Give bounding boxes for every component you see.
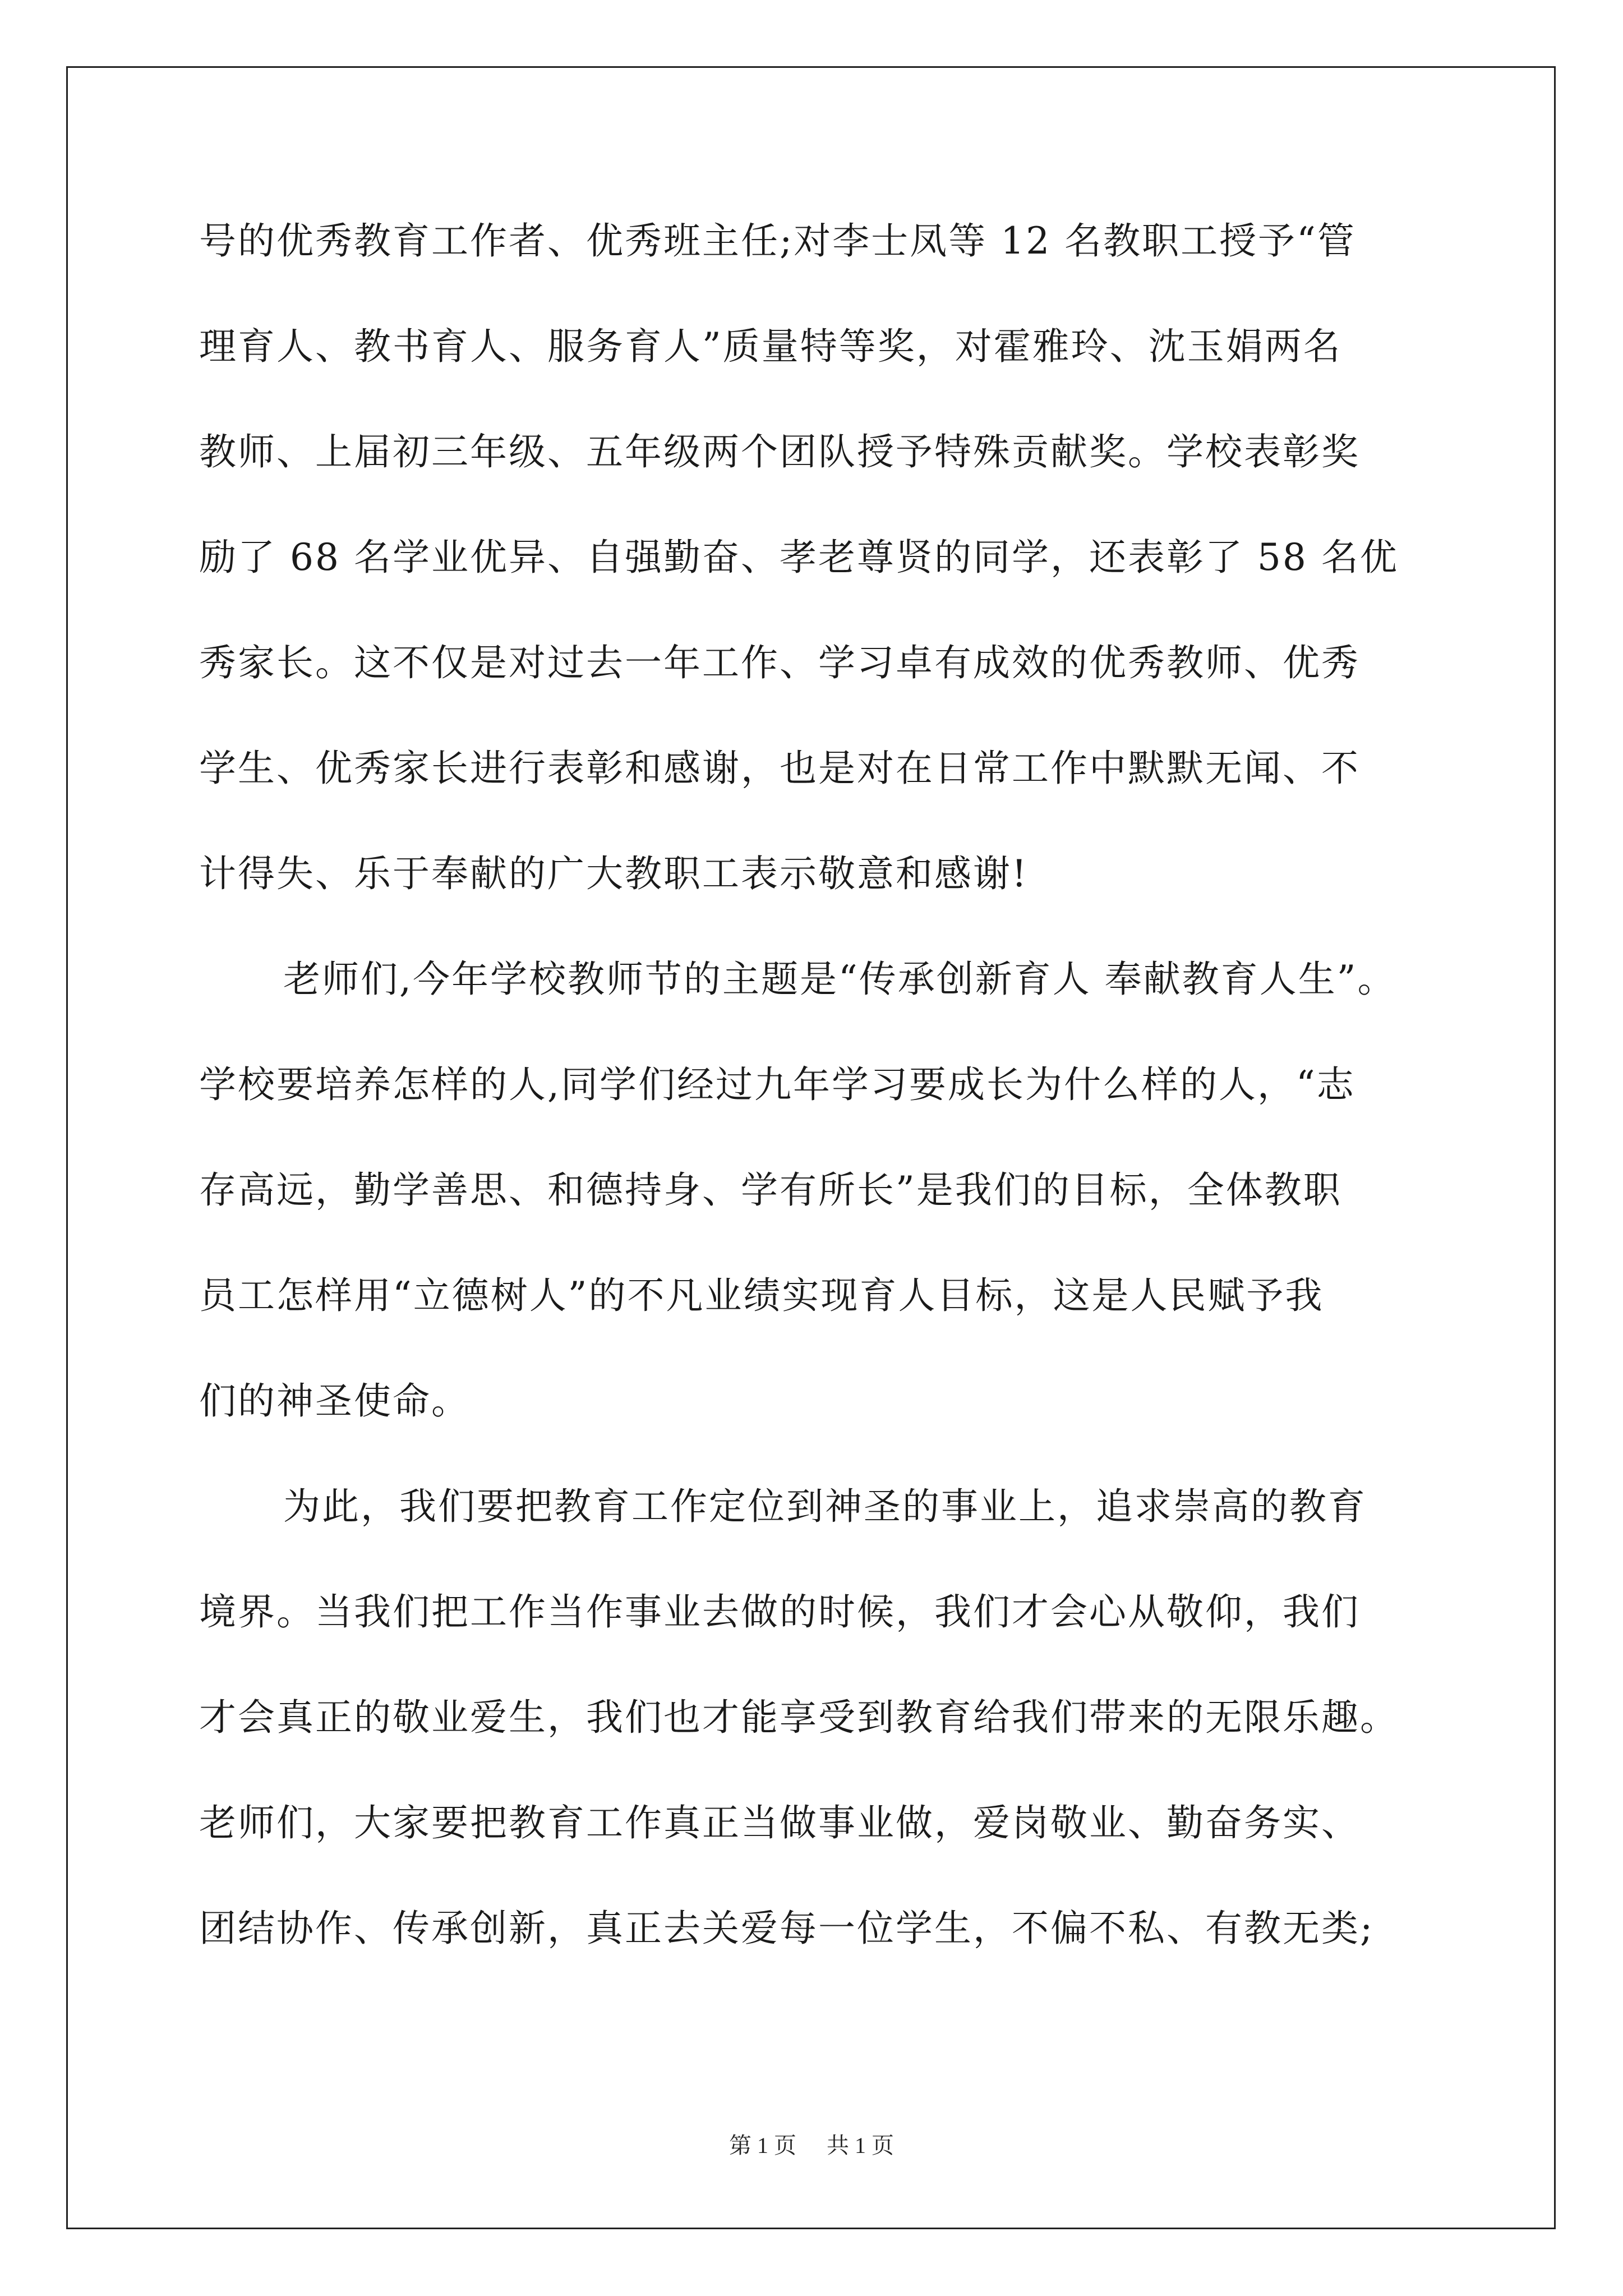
paragraph-start-line: 老师们,今年学校教师节的主题是“传承创新育人 奉献教育人生”。 <box>283 958 1396 1001</box>
page-footer <box>0 2132 1623 2160</box>
text-line: 才会真正的敬业爱生，我们也才能享受到教育给我们带来的无限乐趣。 <box>199 1696 1399 1739</box>
text-line: 励了 68 名学业优异、自强勤奋、孝老尊贤的同学，还表彰了 58 名优 <box>199 536 1399 579</box>
text-line: 境界。当我们把工作当作事业去做的时候，我们才会心从敬仰，我们 <box>199 1590 1360 1634</box>
text-line: 团结协作、传承创新，真正去关爱每一位学生，不偏不私、有教无类; <box>199 1907 1375 1950</box>
text-line: 学校要培养怎样的人,同学们经过九年学习要成长为什么样的人，“志 <box>199 1063 1355 1106</box>
text-line: 教师、上届初三年级、五年级两个团队授予特殊贡献奖。学校表彰奖 <box>199 430 1360 473</box>
text-line: 计得失、乐于奉献的广大教职工表示敬意和感谢! <box>199 852 1029 895</box>
page-number-total: 共 1 页 <box>827 2133 894 2158</box>
text-line: 老师们，大家要把教育工作真正当做事业做，爱岗敬业、勤奋务实、 <box>199 1801 1360 1844</box>
document-body <box>199 210 1422 2003</box>
text-line: 号的优秀教育工作者、优秀班主任;对李士凤等 12 名教职工授予“管 <box>199 219 1356 263</box>
text-line: 们的神圣使命。 <box>199 1379 470 1423</box>
text-line: 理育人、教书育人、服务育人”质量特等奖，对霍雅玲、沈玉娟两名 <box>199 325 1342 368</box>
page-number-current: 第 1 页 <box>729 2133 796 2158</box>
text-line: 员工怎样用“立德树人”的不凡业绩实现育人目标，这是人民赋予我 <box>199 1274 1324 1317</box>
text-line: 学生、优秀家长进行表彰和感谢，也是对在日常工作中默默无闻、不 <box>199 747 1360 790</box>
paragraph-start-line: 为此，我们要把教育工作定位到神圣的事业上，追求崇高的教育 <box>283 1485 1367 1528</box>
text-line: 存高远，勤学善思、和德持身、学有所长”是我们的目标，全体教职 <box>199 1168 1342 1212</box>
text-line: 秀家长。这不仅是对过去一年工作、学习卓有成效的优秀教师、优秀 <box>199 641 1360 684</box>
